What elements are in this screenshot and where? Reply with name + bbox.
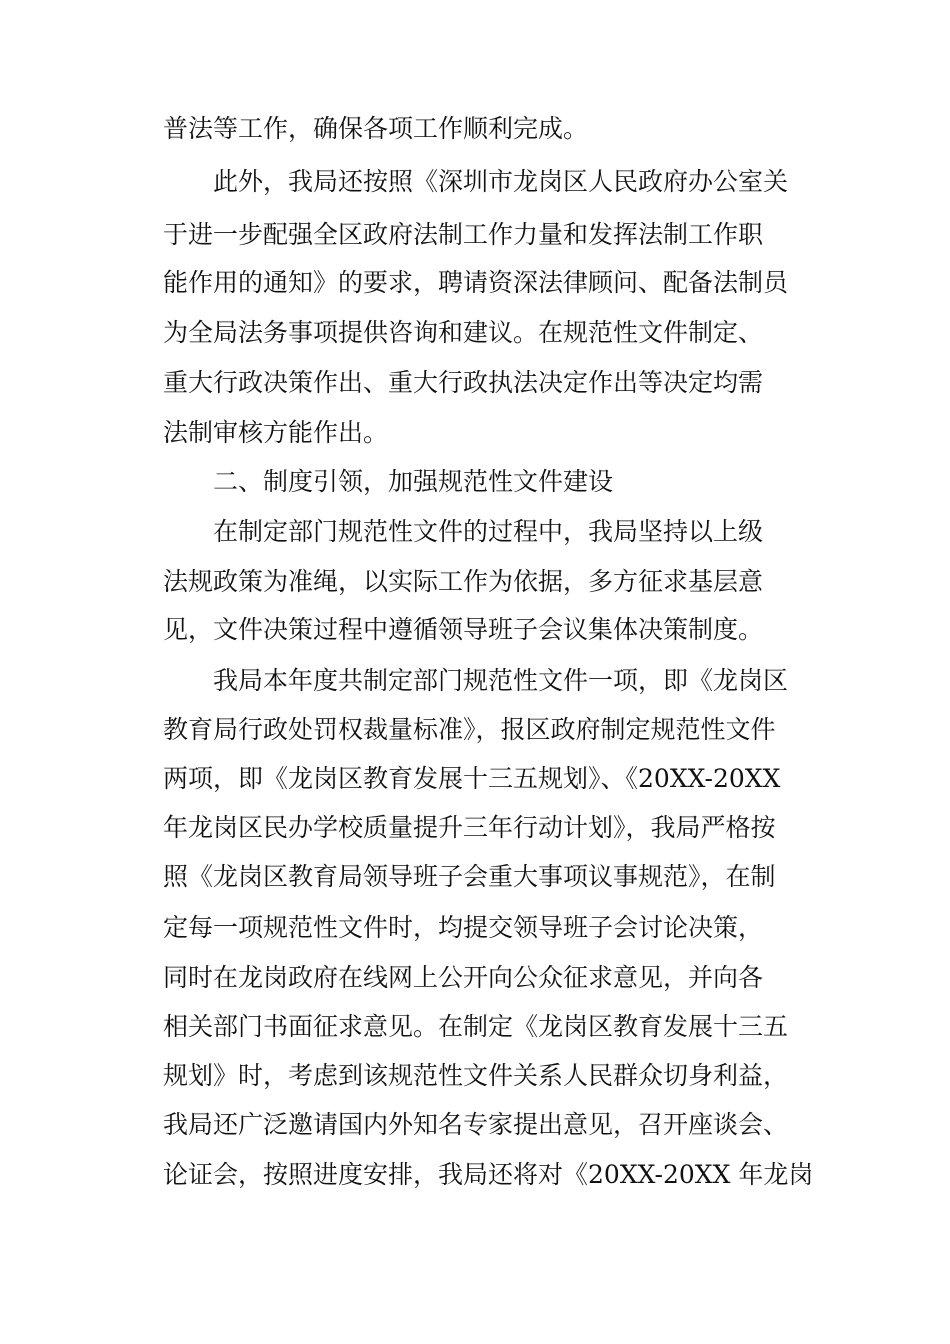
paragraph-line: 照《龙岗区教育局领导班子会重大事项议事规范》，在制 — [163, 862, 776, 891]
paragraph-line: 重大行政决策作出、重大行政执法决定作出等决定均需 — [163, 368, 764, 397]
paragraph-line: 于进一步配强全区政府法制工作力量和发挥法制工作职 — [163, 220, 764, 249]
paragraph-line: 年龙岗区民办学校质量提升三年行动计划》，我局严格按 — [163, 813, 776, 842]
section-heading: 二、制度引领，加强规范性文件建设 — [163, 467, 614, 496]
paragraph-line: 能作用的通知》的要求，聘请资深法律顾问、配备法制员 — [163, 268, 789, 297]
paragraph-line: 法制审核方能作出。 — [163, 418, 389, 447]
paragraph-line: 同时在龙岗政府在线网上公开向公众征求意见，并向各 — [163, 963, 764, 992]
paragraph-line: 见，文件决策过程中遵循领导班子会议集体决策制度。 — [163, 615, 764, 644]
paragraph-line: 法规政策为准绳，以实际工作为依据，多方征求基层意 — [163, 567, 764, 596]
paragraph-line: 论证会，按照进度安排，我局还将对《20XX-20XX 年龙岗 — [163, 1160, 814, 1189]
paragraph-line: 定每一项规范性文件时，均提交领导班子会讨论决策， — [163, 913, 764, 942]
paragraph-line: 为全局法务事项提供咨询和建议。在规范性文件制定、 — [163, 318, 764, 347]
paragraph-line: 两项，即《龙岗区教育发展十三五规划》、《20XX-20XX — [163, 764, 781, 793]
paragraph-line: 规划》时，考虑到该规范性文件关系人民群众切身利益， — [163, 1061, 789, 1090]
paragraph-line: 我局本年度共制定部门规范性文件一项，即《龙岗区 — [163, 666, 789, 695]
paragraph-line: 普法等工作，确保各项工作顺利完成。 — [163, 114, 589, 143]
paragraph-line: 此外，我局还按照《深圳市龙岗区人民政府办公室关 — [163, 167, 789, 196]
paragraph-line: 在制定部门规范性文件的过程中，我局坚持以上级 — [163, 517, 764, 546]
paragraph-line: 我局还广泛邀请国内外知名专家提出意见，召开座谈会、 — [163, 1110, 789, 1139]
paragraph-line: 相关部门书面征求意见。在制定《龙岗区教育发展十三五 — [163, 1012, 789, 1041]
paragraph-line: 教育局行政处罚权裁量标准》，报区政府制定规范性文件 — [163, 715, 776, 744]
